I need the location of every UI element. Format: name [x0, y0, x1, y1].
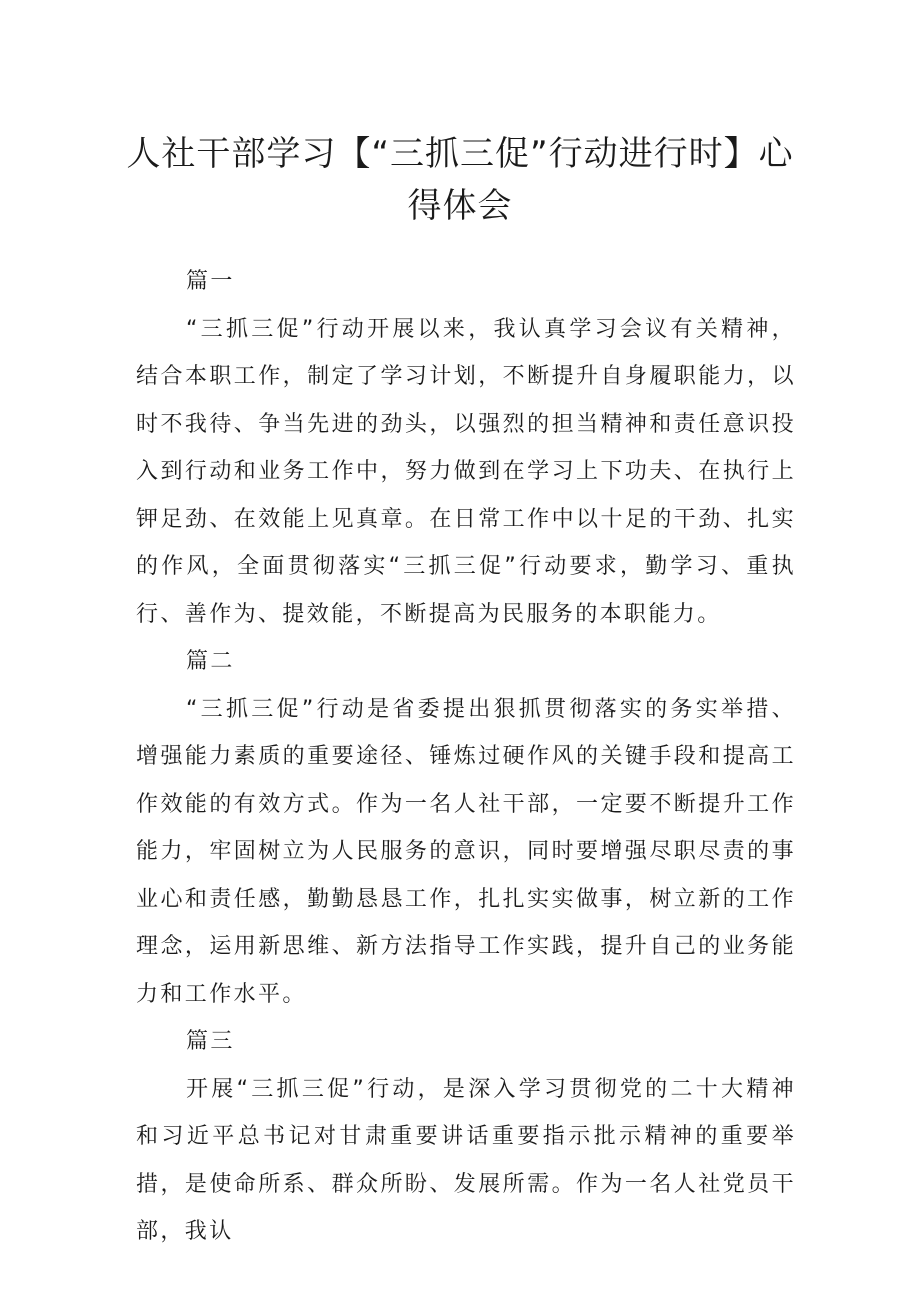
section-heading-2: 篇二 — [186, 649, 235, 674]
section-paragraph-1: “三抓三促”行动开展以来，我认真学习会议有关精神，结合本职工作，制定了学习计划，不断提升自身履职能力，以时不我待、争当先进的劲头，以强烈的担当精神和责任意识投入到行动和业务工作中，努力做到在学习上下功夫、在执行上钾足劲、在效能上见真章。在日常工作中以十足的干劲、扎实的作风，全面贯彻落实“三抓三促”行动要求，勤学习、重执行、善作为、提效能，不断提高为民服务的本职能力。 — [136, 316, 796, 627]
section-paragraph-3: 开展“三抓三促”行动，是深入学习贯彻党的二十大精神和习近平总书记对甘肃重要讲话重要指示批示精神的重要举措，是使命所系、群众所盼、发展所需。作为一名人社党员干部，我认 — [136, 1076, 796, 1244]
section-heading-3: 篇三 — [186, 1029, 235, 1054]
section-heading-1: 篇一 — [186, 269, 235, 294]
section-paragraph-2: “三抓三促”行动是省委提出狠抓贯彻落实的务实举措、增强能力素质的重要途径、锤炼过硬作风的关键手段和提高工作效能的有效方式。作为一名人社干部，一定要不断提升工作能力，牢固树立为人民服务的意识，同时要增强尽职尽责的事业心和责任感，勤勤恳恳工作，扎扎实实做事，树立新的工作理念，运用新思维、新方法指导工作实践，提升自己的业务能力和工作水平。 — [136, 696, 796, 1007]
document-body — [136, 258, 796, 1256]
document-title: 人社干部学习【“三抓三促”行动进行时】心得体会 — [126, 134, 794, 226]
